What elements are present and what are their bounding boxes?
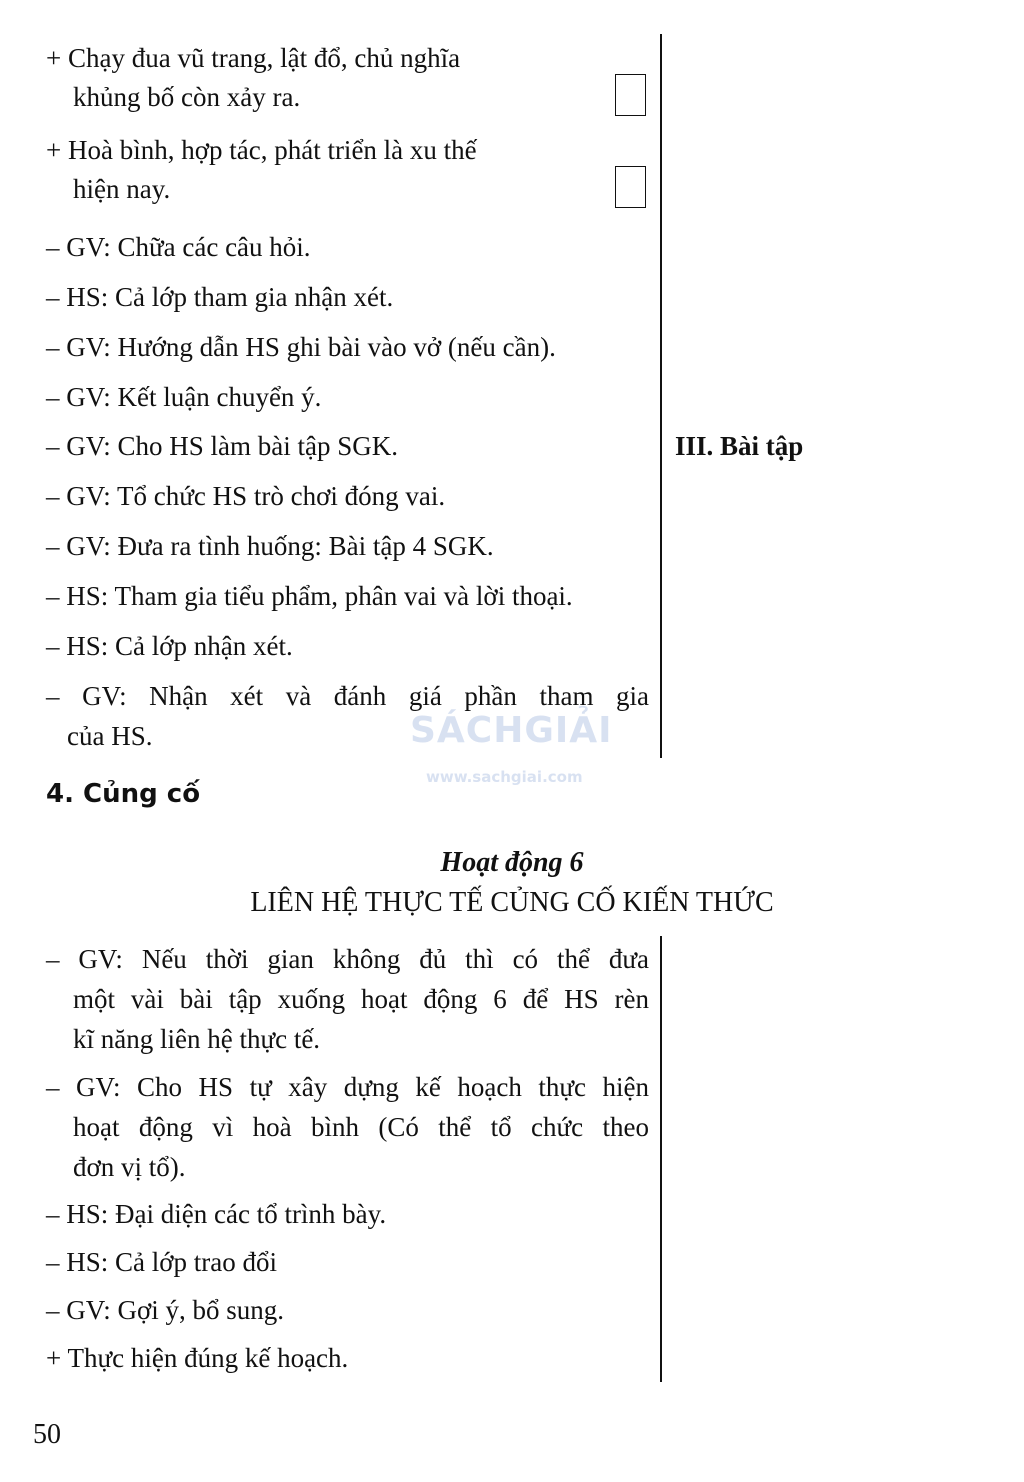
column-divider-top	[660, 34, 662, 758]
text-line: – GV: Nhận xét và đánh giá phần tham gia	[46, 681, 649, 711]
text-line: – GV: Đưa ra tình huống: Bài tập 4 SGK.	[46, 531, 494, 561]
text-line: một vài bài tập xuống hoạt động 6 để HS rèn	[73, 984, 649, 1014]
text-line: – GV: Cho HS tự xây dựng kế hoạch thực hiện	[46, 1072, 649, 1102]
watermark-logo	[410, 700, 620, 790]
text-line: + Thực hiện đúng kế hoạch.	[46, 1343, 349, 1373]
text-line: – GV: Chữa các câu hỏi.	[46, 232, 311, 262]
section-heading: 4. Củng cố	[46, 779, 201, 809]
answer-checkbox[interactable]	[615, 166, 646, 208]
text-line: – HS: Cả lớp tham gia nhận xét.	[46, 282, 394, 312]
text-line: hoạt động vì hoà bình (Có thể tổ chức theo	[73, 1112, 649, 1142]
text-line: – HS: Cả lớp nhận xét.	[46, 631, 293, 661]
text-line: kĩ năng liên hệ thực tế.	[73, 1024, 321, 1054]
activity-subtitle: LIÊN HỆ THỰC TẾ CỦNG CỐ KIẾN THỨC	[250, 887, 774, 918]
watermark-brand: SÁCHGIẢI	[410, 710, 613, 751]
text-line: – GV: Gợi ý, bổ sung.	[46, 1295, 285, 1325]
text-line: + Chạy đua vũ trang, lật đổ, chủ nghĩa	[46, 43, 461, 73]
text-line: – GV: Cho HS làm bài tập SGK.	[46, 431, 398, 461]
text-line: đơn vị tổ).	[73, 1152, 186, 1182]
text-line: – GV: Nếu thời gian không đủ thì có thể đưa	[46, 944, 649, 974]
text-line: + Hoà bình, hợp tác, phát triển là xu thế	[46, 135, 477, 165]
watermark-url: www.sachgiai.com	[426, 768, 583, 786]
text-line: khủng bố còn xảy ra.	[73, 82, 301, 112]
text-line: – GV: Hướng dẫn HS ghi bài vào vở (nếu cần).	[46, 332, 556, 362]
answer-checkbox[interactable]	[615, 74, 646, 116]
activity-title: Hoạt động 6	[440, 847, 584, 878]
text-line: – GV: Kết luận chuyển ý.	[46, 382, 322, 412]
text-line: – HS: Tham gia tiểu phẩm, phân vai và lời thoại.	[46, 581, 573, 611]
text-line: – HS: Đại diện các tổ trình bày.	[46, 1199, 387, 1229]
right-column-heading: III. Bài tập	[675, 431, 804, 461]
text-line: – HS: Cả lớp trao đổi	[46, 1247, 278, 1277]
text-line: của HS.	[67, 721, 153, 751]
text-line: – GV: Tổ chức HS trò chơi đóng vai.	[46, 481, 446, 511]
column-divider-bottom	[660, 936, 662, 1382]
text-line: hiện nay.	[73, 174, 171, 204]
page-number: 50	[33, 1419, 61, 1450]
